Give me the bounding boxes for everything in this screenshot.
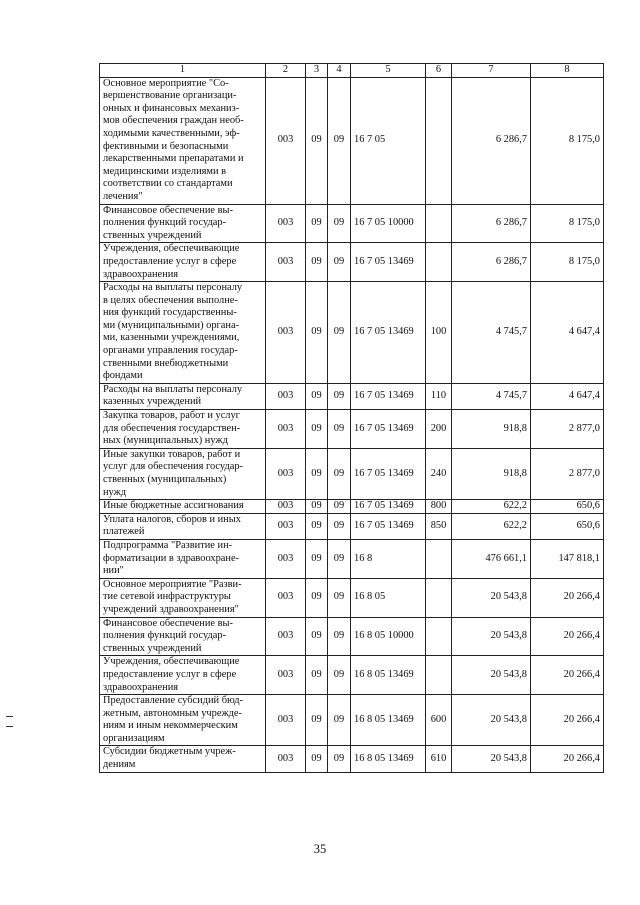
target-article-cell: 16 7 05 13469 <box>351 383 426 409</box>
section-cell: 09 <box>306 500 328 514</box>
section-cell: 09 <box>306 746 328 772</box>
amount-cell: 20 543,8 <box>452 656 531 695</box>
table-row <box>100 695 604 746</box>
expense-type-cell: 610 <box>426 746 452 772</box>
section-cell: 09 <box>306 383 328 409</box>
amount-cell: 918,8 <box>452 448 531 499</box>
table-row <box>100 656 604 695</box>
item-name-cell: Расходы на выплаты персоналу казенных учреждений <box>100 383 266 409</box>
code-cell: 003 <box>266 746 306 772</box>
header-cell: 8 <box>531 64 604 78</box>
code-cell: 003 <box>266 204 306 243</box>
target-article-cell: 16 8 05 13469 <box>351 746 426 772</box>
item-name-cell: Иные закупки товаров, работ и услуг для обеспечения государ- ственных (муниципальных) нужд <box>100 448 266 499</box>
table-row <box>100 282 604 384</box>
code-cell: 003 <box>266 77 306 204</box>
expense-type-cell: 200 <box>426 410 452 449</box>
expense-type-cell: 800 <box>426 500 452 514</box>
amount-cell: 8 175,0 <box>531 204 604 243</box>
item-name-cell: Расходы на выплаты персоналу в целях обеспечения выполне- ния функций государственны- ми (муниципальными) органа- ми, казенными учреждениями, органами управления государ- ственными внебюджетными фондами <box>100 282 266 384</box>
table-row <box>100 383 604 409</box>
amount-cell: 6 286,7 <box>452 204 531 243</box>
section-cell: 09 <box>306 243 328 282</box>
subsection-cell: 09 <box>328 695 351 746</box>
amount-cell: 8 175,0 <box>531 77 604 204</box>
section-cell: 09 <box>306 410 328 449</box>
expense-type-cell: 850 <box>426 513 452 539</box>
amount-cell: 20 266,4 <box>531 656 604 695</box>
table-row <box>100 539 604 578</box>
item-name-cell: Закупка товаров, работ и услуг для обеспечения государствен- ных (муниципальных) нужд <box>100 410 266 449</box>
table-row <box>100 448 604 499</box>
margin-mark <box>6 716 13 717</box>
target-article-cell: 16 7 05 13469 <box>351 243 426 282</box>
item-name-cell: Основное мероприятие "Разви- тие сетевой инфраструктуры учреждений здравоохранения" <box>100 578 266 617</box>
item-name-cell: Уплата налогов, сборов и иных платежей <box>100 513 266 539</box>
amount-cell: 20 266,4 <box>531 695 604 746</box>
subsection-cell: 09 <box>328 617 351 656</box>
section-cell: 09 <box>306 282 328 384</box>
item-name-cell: Учреждения, обеспечивающие предоставление услуг в сфере здравоохранения <box>100 243 266 282</box>
table-row <box>100 410 604 449</box>
table-row <box>100 513 604 539</box>
header-cell: 1 <box>100 64 266 78</box>
amount-cell: 622,2 <box>452 500 531 514</box>
subsection-cell: 09 <box>328 282 351 384</box>
code-cell: 003 <box>266 656 306 695</box>
amount-cell: 20 543,8 <box>452 695 531 746</box>
target-article-cell: 16 8 <box>351 539 426 578</box>
subsection-cell: 09 <box>328 383 351 409</box>
item-name-cell: Предоставление субсидий бюд- жетным, автономным учрежде- ниям и иным некоммерческим организациям <box>100 695 266 746</box>
item-name-cell: Финансовое обеспечение вы- полнения функций государ- ственных учреждений <box>100 617 266 656</box>
section-cell: 09 <box>306 695 328 746</box>
subsection-cell: 09 <box>328 500 351 514</box>
target-article-cell: 16 7 05 13469 <box>351 448 426 499</box>
section-cell: 09 <box>306 578 328 617</box>
header-row <box>100 64 604 78</box>
expense-type-cell <box>426 578 452 617</box>
section-cell: 09 <box>306 656 328 695</box>
amount-cell: 4 647,4 <box>531 383 604 409</box>
expense-type-cell <box>426 243 452 282</box>
amount-cell: 20 266,4 <box>531 746 604 772</box>
subsection-cell: 09 <box>328 539 351 578</box>
table-row <box>100 746 604 772</box>
table-row <box>100 77 604 204</box>
amount-cell: 2 877,0 <box>531 448 604 499</box>
amount-cell: 6 286,7 <box>452 77 531 204</box>
subsection-cell: 09 <box>328 243 351 282</box>
expense-type-cell: 600 <box>426 695 452 746</box>
item-name-cell: Финансовое обеспечение вы- полнения функций государ- ственных учреждений <box>100 204 266 243</box>
amount-cell: 2 877,0 <box>531 410 604 449</box>
header-cell: 7 <box>452 64 531 78</box>
amount-cell: 918,8 <box>452 410 531 449</box>
amount-cell: 476 661,1 <box>452 539 531 578</box>
expense-type-cell <box>426 77 452 204</box>
amount-cell: 622,2 <box>452 513 531 539</box>
code-cell: 003 <box>266 500 306 514</box>
subsection-cell: 09 <box>328 204 351 243</box>
expense-type-cell <box>426 204 452 243</box>
amount-cell: 650,6 <box>531 513 604 539</box>
header-cell: 6 <box>426 64 452 78</box>
header-cell: 3 <box>306 64 328 78</box>
target-article-cell: 16 7 05 10000 <box>351 204 426 243</box>
amount-cell: 20 266,4 <box>531 578 604 617</box>
amount-cell: 6 286,7 <box>452 243 531 282</box>
subsection-cell: 09 <box>328 578 351 617</box>
section-cell: 09 <box>306 513 328 539</box>
header-cell: 5 <box>351 64 426 78</box>
subsection-cell: 09 <box>328 77 351 204</box>
amount-cell: 20 266,4 <box>531 617 604 656</box>
code-cell: 003 <box>266 410 306 449</box>
amount-cell: 20 543,8 <box>452 578 531 617</box>
budget-table <box>99 63 604 773</box>
subsection-cell: 09 <box>328 746 351 772</box>
target-article-cell: 16 8 05 <box>351 578 426 617</box>
subsection-cell: 09 <box>328 656 351 695</box>
expense-type-cell: 240 <box>426 448 452 499</box>
expense-type-cell: 100 <box>426 282 452 384</box>
expense-type-cell <box>426 617 452 656</box>
item-name-cell: Учреждения, обеспечивающие предоставление услуг в сфере здравоохранения <box>100 656 266 695</box>
subsection-cell: 09 <box>328 513 351 539</box>
item-name-cell: Основное мероприятие "Со- вершенствование организаци- онных и финансовых механиз- мов обеспечения граждан необ- ходимыми качественными, эф- фективными и безопасными лекарственными препаратами и медицинскими изделиями в соответствии со стандартами лечения" <box>100 77 266 204</box>
code-cell: 003 <box>266 578 306 617</box>
header-cell: 2 <box>266 64 306 78</box>
expense-type-cell: 110 <box>426 383 452 409</box>
code-cell: 003 <box>266 243 306 282</box>
subsection-cell: 09 <box>328 410 351 449</box>
target-article-cell: 16 7 05 <box>351 77 426 204</box>
code-cell: 003 <box>266 513 306 539</box>
table-row <box>100 204 604 243</box>
section-cell: 09 <box>306 448 328 499</box>
page-number: 35 <box>313 842 327 856</box>
code-cell: 003 <box>266 539 306 578</box>
target-article-cell: 16 8 05 13469 <box>351 656 426 695</box>
table-row <box>100 500 604 514</box>
target-article-cell: 16 8 05 10000 <box>351 617 426 656</box>
amount-cell: 650,6 <box>531 500 604 514</box>
item-name-cell: Иные бюджетные ассигнования <box>100 500 266 514</box>
subsection-cell: 09 <box>328 448 351 499</box>
margin-mark <box>6 726 13 727</box>
table-row <box>100 617 604 656</box>
code-cell: 003 <box>266 383 306 409</box>
amount-cell: 20 543,8 <box>452 617 531 656</box>
header-cell: 4 <box>328 64 351 78</box>
target-article-cell: 16 7 05 13469 <box>351 410 426 449</box>
amount-cell: 4 647,4 <box>531 282 604 384</box>
expense-type-cell <box>426 539 452 578</box>
section-cell: 09 <box>306 539 328 578</box>
target-article-cell: 16 8 05 13469 <box>351 695 426 746</box>
table-row <box>100 578 604 617</box>
code-cell: 003 <box>266 695 306 746</box>
item-name-cell: Субсидии бюджетным учреж- дениям <box>100 746 266 772</box>
table-row <box>100 243 604 282</box>
target-article-cell: 16 7 05 13469 <box>351 500 426 514</box>
amount-cell: 4 745,7 <box>452 383 531 409</box>
target-article-cell: 16 7 05 13469 <box>351 282 426 384</box>
expense-type-cell <box>426 656 452 695</box>
amount-cell: 147 818,1 <box>531 539 604 578</box>
code-cell: 003 <box>266 617 306 656</box>
section-cell: 09 <box>306 204 328 243</box>
code-cell: 003 <box>266 282 306 384</box>
code-cell: 003 <box>266 448 306 499</box>
amount-cell: 8 175,0 <box>531 243 604 282</box>
amount-cell: 20 543,8 <box>452 746 531 772</box>
item-name-cell: Подпрограмма "Развитие ин- форматизации в здравоохране- нии" <box>100 539 266 578</box>
section-cell: 09 <box>306 617 328 656</box>
section-cell: 09 <box>306 77 328 204</box>
target-article-cell: 16 7 05 13469 <box>351 513 426 539</box>
amount-cell: 4 745,7 <box>452 282 531 384</box>
